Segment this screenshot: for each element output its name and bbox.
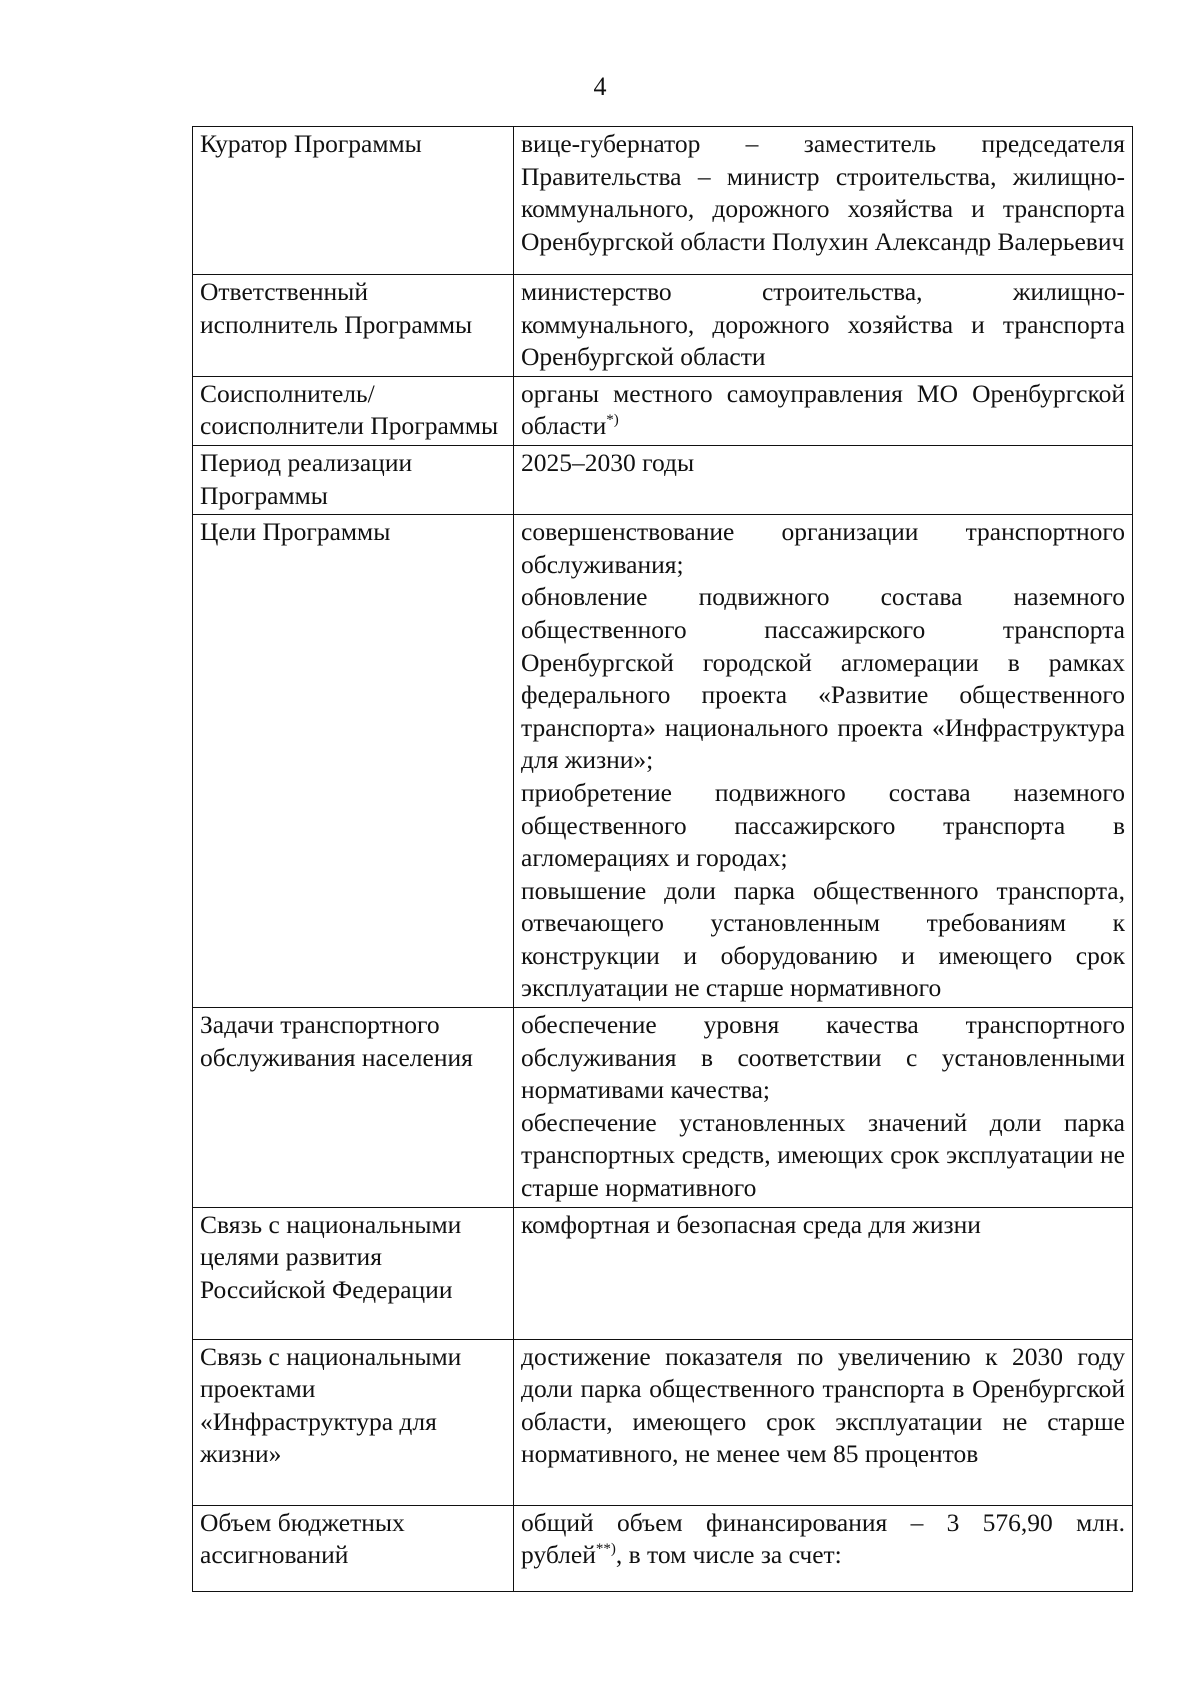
row-value [514,515,1133,1008]
value-paragraph: министерство строительства, жилищно-коммунального, дорожного хозяйства и транспорта Оренбургской области [521,277,1125,372]
row-value [514,275,1133,377]
label-text: Период реализации Программы [200,447,413,510]
value-text: органы местного самоуправления МО Оренбургской области [521,378,1125,441]
label-text: Задачи транспортного обслуживания населения [200,1010,473,1072]
value-paragraph: достижение показателя по увеличению к 2030 году доли парка общественного транспорта в Оренбургской области, имеющего срок эксплуатации не старше нормативного, не менее чем 85 процентов [521,1341,1125,1469]
program-passport-table [192,126,1133,1592]
table-row [193,376,1133,445]
table-row [193,1008,1133,1208]
value-paragraph [521,1507,1125,1572]
row-label [193,1505,514,1591]
row-label [193,275,514,377]
footnote-marker: **) [595,1541,616,1558]
value-paragraph: приобретение подвижного состава наземного общественного пассажирского транспорта в агломерациях и городах; [521,777,1125,873]
table-row [193,1207,1133,1339]
row-label [193,1207,514,1339]
row-value [514,1207,1133,1339]
value-paragraph: обеспечение установленных значений доли парка транспортных средств, имеющих срок эксплуатации не старше нормативного [521,1107,1125,1203]
footnote-marker: *) [606,412,619,429]
row-label [193,445,514,514]
value-paragraph: вице-губернатор – заместитель председателя Правительства – министр строительства, жилищно-коммунального, дорожного хозяйства и транспорта Оренбургской области Полухин Александр Валерьевич [521,129,1125,256]
table-row [193,275,1133,377]
row-value [514,127,1133,275]
row-value [514,1505,1133,1591]
row-label [193,376,514,445]
row-label [193,1008,514,1208]
value-paragraph: повышение доли парка общественного транспорта, отвечающего установленным требованиям к конструкции и оборудованию и имеющего срок эксплуатации не старше нормативного [521,875,1125,1003]
table-row [193,127,1133,275]
row-value [514,376,1133,445]
label-text: Соисполнитель/соисполнители Программы [200,378,499,441]
label-text: Ответственный исполнитель Программы [200,277,473,339]
value-paragraph: комфортная и безопасная среда для жизни [521,1209,981,1239]
value-paragraph: совершенствование организации транспортного обслуживания; [521,517,1125,579]
table-row [193,515,1133,1008]
row-value [514,1008,1133,1208]
row-value [514,1339,1133,1505]
table-row [193,1505,1133,1591]
row-label [193,515,514,1008]
label-text: Куратор Программы [200,129,422,158]
label-text: Объем бюджетных ассигнований [200,1507,405,1570]
value-text: общий объем финансирования – 3 576,90 млн. рублей [521,1507,1125,1570]
label-text: Цели Программы [200,517,391,547]
table-row [193,1339,1133,1505]
row-label [193,127,514,275]
value-paragraph [521,378,1125,443]
row-value [514,445,1133,514]
value-paragraph: обеспечение уровня качества транспортного обслуживания в соответствии с установленными нормативами качества; [521,1010,1125,1105]
label-text: Связь с национальными целями развития Российской Федерации [200,1209,462,1304]
value-text: , в том числе за счет: [615,1540,842,1570]
value-paragraph: 2025–2030 годы [521,447,695,477]
row-label [193,1339,514,1505]
label-text: Связь с национальными проектами «Инфраструктура для жизни» [200,1341,462,1469]
page-number: 4 [593,72,607,101]
table-row [193,445,1133,514]
value-paragraph: обновление подвижного состава наземного общественного пассажирского транспорта Оренбургской городской агломерации в рамках федерального проекта «Развитие общественного транспорта» национального проекта «Инфраструктура для жизни»; [521,582,1125,775]
